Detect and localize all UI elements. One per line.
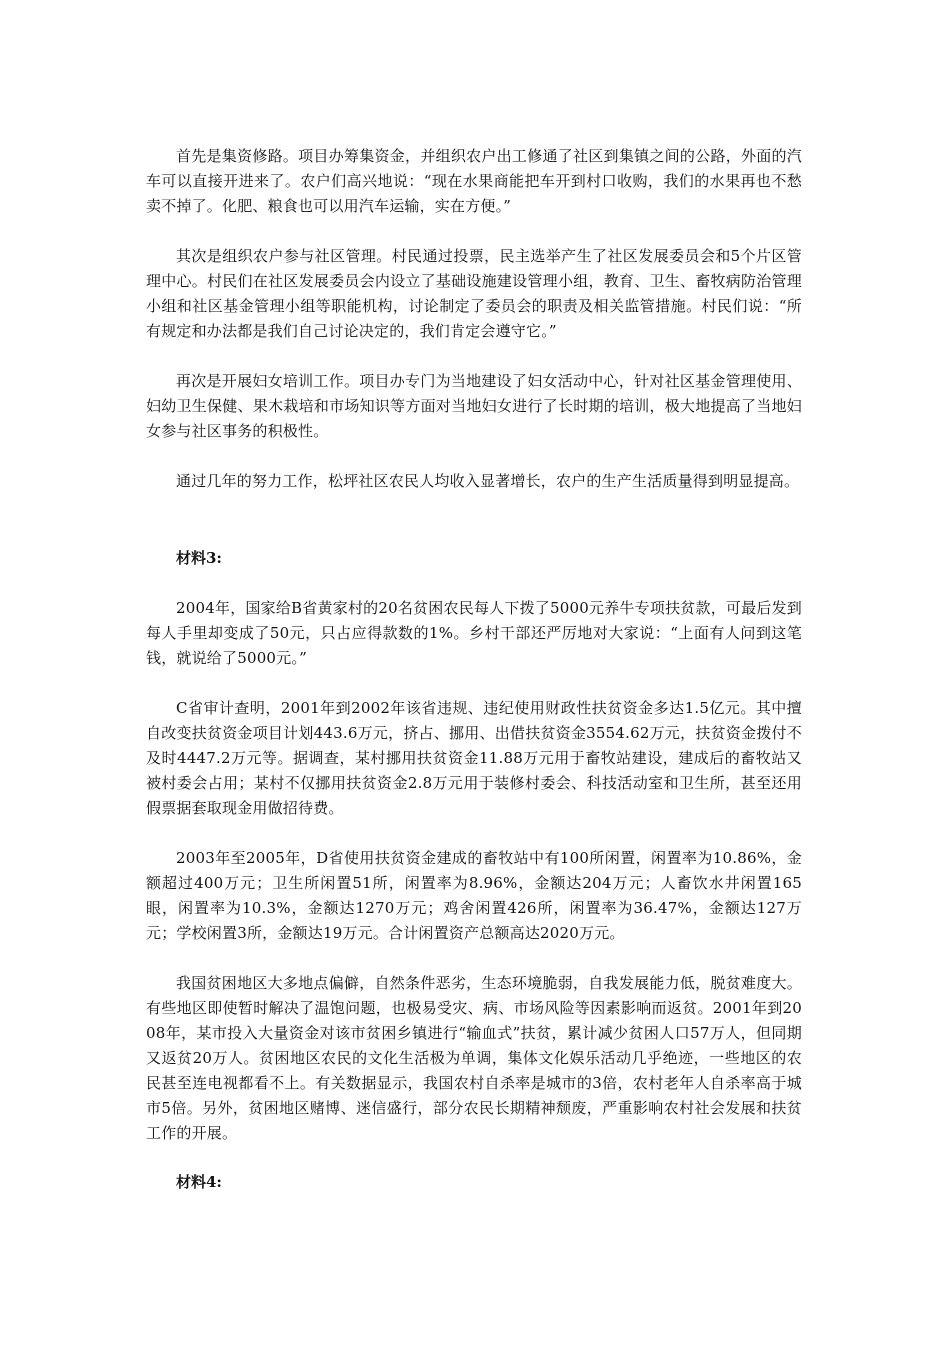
paragraph-income-growth: 通过几年的努力工作，松坪社区农民人均收入显著增长，农户的生产生活质量得到明显提高。 bbox=[176, 472, 800, 490]
paragraph-road-building: 首先是集资修路。项目办筹集资金，并组织农户出工修通了社区到集镇之间的公路，外面的汽车可以直接开进来了。农户们高兴地说：“现在水果商能把车开到村口收购，我们的水果再也不愁卖不掉了。化肥、粮食也可以用汽车运输，实在方便。” bbox=[146, 147, 802, 215]
paragraph-women-training: 再次是开展妇女培训工作。项目办专门为当地建设了妇女活动中心，针对社区基金管理使用、妇幼卫生保健、果木栽培和市场知识等方面对当地妇女进行了长时期的培训，极大地提高了当地妇女参与社区事务的积极性。 bbox=[146, 372, 802, 440]
heading-material-4: 材料4: bbox=[176, 1173, 222, 1191]
heading-material-3: 材料3: bbox=[176, 549, 222, 567]
paragraph-community-management: 其次是组织农户参与社区管理。村民通过投票，民主选举产生了社区发展委员会和5个片区管理中心。村民们在社区发展委员会内设立了基础设施建设管理小组，教育、卫生、畜牧病防治管理小组和社区基金管理小组等职能机构，讨论制定了委员会的职责及相关监管措施。村民们说：“所有规定和办法都是我们自己讨论决定的，我们肯定会遵守它。” bbox=[146, 247, 802, 340]
paragraph-idle-assets-d-province: 2003年至2005年，D省使用扶贫资金建成的畜牧站中有100所闲置，闲置率为10.86%，金额超过400万元；卫生所闲置51所，闲置率为8.96%，金额达204万元；人畜饮水井闲置165眼，闲置率为10.3%，金额达1270万元；鸡舍闲置426所，闲置率为36.47%，金额达127万元；学校闲置3所，金额达19万元。合计闲置资产总额高达2020万元。 bbox=[146, 849, 802, 942]
paragraph-huangjia-village: 2004年，国家给B省黄家村的20名贫困农民每人下拨了5000元养牛专项扶贫款，可最后发到每人手里却变成了50元，只占应得款数的1%。乡村干部还严厉地对大家说：“上面有人问到这笔钱，就说给了5000元。” bbox=[146, 599, 802, 667]
paragraph-audit-c-province: C省审计查明，2001年到2002年该省违规、违纪使用财政性扶贫资金多达1.5亿元。其中擅自改变扶贫资金项目计划443.6万元，挤占、挪用、出借扶贫资金3554.62万元，扶贫资金拨付不及时4447.2万元等。据调查，某村挪用扶贫资金11.88万元用于畜牧站建设，建成后的畜牧站又被村委会占用；某村不仅挪用扶贫资金2.8万元用于装修村委会、科技活动室和卫生所，甚至还用假票据套取现金用做招待费。 bbox=[146, 699, 802, 817]
paragraph-poverty-areas: 我国贫困地区大多地点偏僻，自然条件恶劣，生态环境脆弱，自我发展能力低，脱贫难度大。有些地区即使暂时解决了温饱问题，也极易受灾、病、市场风险等因素影响而返贫。2001年到2008年，某市投入大量资金对该市贫困乡镇进行“输血式”扶贫，累计减少贫困人口57万人，但同期又返贫20万人。贫困地区农民的文化生活极为单调，集体文化娱乐活动几乎绝迹，一些地区的农民甚至连电视都看不上。有关数据显示，我国农村自杀率是城市的3倍，农村老年人自杀率高于城市5倍。另外，贫困地区赌博、迷信盛行，部分农民长期精神颓废，严重影响农村社会发展和扶贫工作的开展。 bbox=[146, 974, 802, 1142]
